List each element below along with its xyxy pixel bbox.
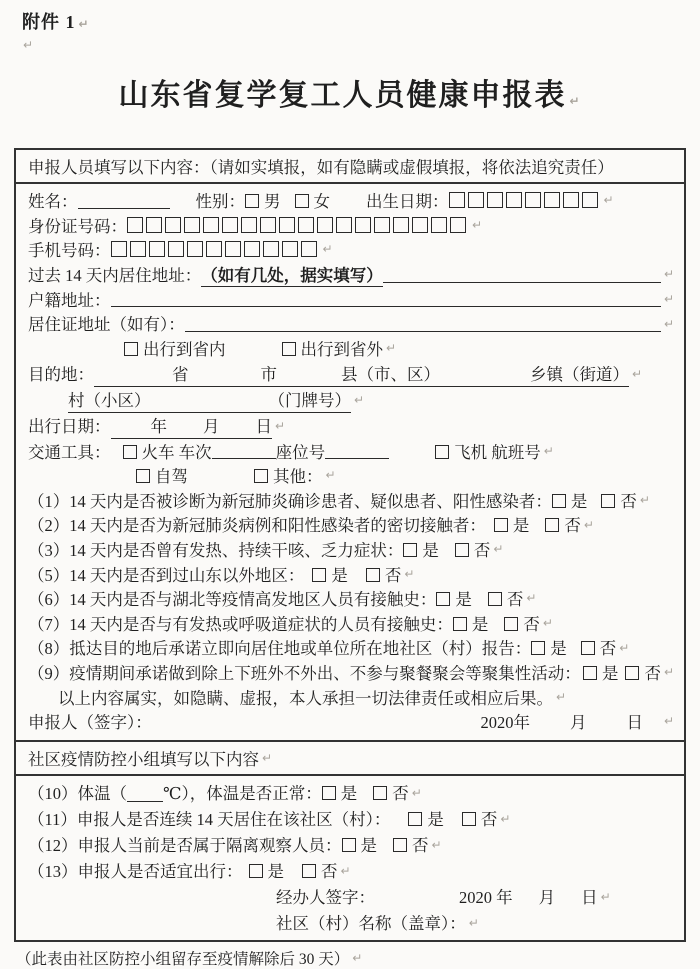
digit-box[interactable] [149, 241, 165, 257]
label-text: ℃），体温是否正常： [163, 783, 322, 803]
checkbox-label: 否 [644, 663, 661, 683]
checkbox[interactable] [373, 786, 387, 800]
checkbox[interactable] [322, 786, 336, 800]
checkbox-option[interactable] [322, 780, 358, 804]
checkbox-option[interactable] [136, 463, 188, 487]
checkbox[interactable] [552, 494, 566, 508]
question-8 [16, 635, 684, 660]
checkbox-option[interactable] [373, 780, 409, 804]
section1-header-text: 申报人员填写以下内容：（请如实填报，如有隐瞒或虚假填报，将依法追究责任） [28, 158, 614, 177]
checkbox[interactable] [581, 641, 595, 655]
checkbox-label: 否 [480, 809, 498, 829]
digit-box[interactable] [244, 241, 260, 257]
digit-box[interactable] [298, 217, 314, 233]
checkbox[interactable] [462, 812, 476, 826]
paragraph-mark: ↵ [325, 468, 336, 483]
checkbox[interactable] [342, 838, 356, 852]
checkbox[interactable] [625, 666, 639, 680]
row-community-seal [16, 910, 684, 936]
checkbox-option[interactable] [581, 635, 617, 659]
checkbox-option[interactable] [583, 660, 619, 684]
checkbox-option[interactable] [545, 512, 581, 536]
paragraph-mark: ↵ [411, 785, 422, 800]
input-blank[interactable] [212, 444, 276, 459]
input-blank[interactable] [185, 317, 661, 332]
checkbox-label: 是 [602, 663, 619, 683]
checkbox[interactable] [366, 568, 380, 582]
underline-run [94, 361, 629, 387]
label-text: 日 [626, 713, 643, 733]
label-text: 出生日期： [366, 192, 449, 211]
row-transport-2 [16, 463, 684, 488]
footer-note-text: （此表由社区防控小组留存至疫情解除后 30 天） [16, 950, 350, 968]
paragraph-mark: ↵ [600, 889, 611, 904]
label-text: 过去 14 天内居住地址： [28, 265, 202, 285]
checkbox-label: 否 [384, 565, 402, 585]
digit-box[interactable] [449, 192, 465, 208]
paragraph-mark: ↵ [404, 566, 415, 581]
label-text: （7）14 天内是否与有发热或呼吸道症状的人员有接触史： [28, 614, 453, 634]
digit-box[interactable] [184, 217, 200, 233]
digit-box[interactable] [506, 192, 522, 208]
checkbox[interactable] [455, 543, 469, 557]
section2-body [16, 776, 684, 940]
label-text: 出行日期： [28, 416, 111, 436]
digit-box[interactable] [544, 192, 560, 208]
paragraph-mark: ↵ [526, 591, 537, 606]
row-address-14days [16, 262, 684, 287]
paragraph-mark: ↵ [472, 217, 483, 232]
row-agent-signature [16, 884, 684, 910]
digit-box[interactable] [412, 217, 428, 233]
digit-box[interactable] [111, 241, 127, 257]
paragraph-mark: ↵ [386, 341, 397, 356]
row-declarant-signature [16, 709, 684, 734]
row-name-gender-birth [16, 188, 684, 213]
checkbox[interactable] [312, 568, 326, 582]
digit-box[interactable] [225, 241, 241, 257]
label-text: （11）申报人是否连续 14 天居住在该社区（村）： [28, 809, 391, 829]
label-text: 日 [581, 887, 598, 907]
paragraph-mark: ↵ [78, 17, 90, 31]
label-text: （6）14 天内是否与湖北等疫情高发地区人员有接触史： [28, 590, 437, 610]
checkbox[interactable] [302, 864, 316, 878]
label-text: （5）14 天内是否到过山东以外地区： [28, 565, 305, 585]
digit-box[interactable] [168, 241, 184, 257]
checkbox-option[interactable] [531, 635, 567, 659]
question-2 [16, 512, 684, 537]
checkbox-option[interactable] [393, 832, 429, 856]
paragraph-mark: ↵ [556, 689, 567, 704]
checkbox-label: 男 [264, 192, 281, 211]
row-destination [16, 361, 684, 387]
checkbox-option[interactable] [124, 336, 226, 360]
checkbox-label: 出行到省内 [143, 339, 226, 359]
question-3 [16, 537, 684, 562]
checkbox[interactable] [408, 812, 422, 826]
checkbox-label: 否 [564, 516, 581, 536]
row-household-address [16, 287, 684, 312]
checkbox-label: 否 [620, 491, 637, 511]
label-text: （13）申报人是否适宜出行： [28, 861, 243, 881]
label-text: 姓名： [28, 192, 78, 211]
checkbox-label: 是 [267, 861, 284, 881]
question-13 [16, 858, 684, 884]
row-id-number [16, 213, 684, 238]
digit-box[interactable] [263, 241, 279, 257]
checkbox-label: 否 [473, 540, 491, 560]
input-blank[interactable] [78, 194, 170, 209]
checkbox-label: 火车 车次 [141, 442, 212, 462]
label-text: 座位号 [275, 442, 326, 462]
attachment-label-text: 附件 1 [22, 12, 76, 32]
question-1 [16, 488, 684, 513]
paragraph-mark: ↵ [322, 242, 333, 257]
checkbox-label: 是 [512, 516, 530, 536]
checkbox-option[interactable] [254, 463, 323, 487]
checkbox[interactable] [583, 666, 597, 680]
label-text: 目的地： [28, 364, 94, 384]
checkbox-option[interactable] [123, 439, 212, 463]
digit-box[interactable] [525, 192, 541, 208]
paragraph-mark: ↵ [639, 493, 650, 508]
checkbox-label: 是 [550, 639, 567, 659]
digit-box[interactable] [336, 217, 352, 233]
digit-box[interactable] [203, 217, 219, 233]
paragraph-mark: ↵ [543, 443, 554, 458]
checkbox-label: 其他： [273, 467, 323, 487]
label-text: 月 [538, 887, 556, 907]
digit-box[interactable] [130, 241, 146, 257]
paragraph-mark: ↵ [431, 837, 442, 852]
label-text: （1）14 天内是否被诊断为新冠肺炎确诊患者、疑似患者、阳性感染者： [28, 491, 552, 511]
paragraph-mark: ↵ [275, 418, 286, 433]
digit-box[interactable] [301, 241, 317, 257]
checkbox-label: 出行到省外 [300, 339, 383, 359]
paragraph-mark: ↵ [663, 292, 674, 307]
paragraph-mark: ↵ [663, 665, 674, 680]
checkbox[interactable] [436, 592, 450, 606]
label-text: 乡镇（街道） [530, 364, 629, 384]
paragraph-mark: ↵ [663, 316, 674, 331]
checkbox-option[interactable] [436, 586, 472, 610]
digit-box[interactable] [146, 217, 162, 233]
paragraph-mark: ↵ [352, 950, 363, 965]
digit-box[interactable] [222, 217, 238, 233]
checkbox[interactable] [531, 641, 545, 655]
section1-body [16, 184, 684, 738]
digit-box[interactable] [241, 217, 257, 233]
label-text: 年 [150, 416, 167, 436]
checkbox-option[interactable] [312, 562, 348, 586]
label-text: （12）申报人当前是否属于隔离观察人员： [28, 835, 342, 855]
checkbox-label: 否 [523, 614, 540, 634]
digit-box[interactable] [468, 192, 484, 208]
label-text: 以上内容属实，如隐瞒、虚报，本人承担一切法律责任或相应后果。 [58, 688, 553, 708]
paragraph-mark: ↵ [569, 94, 582, 108]
label-text: 日 [255, 416, 272, 436]
question-7 [16, 611, 684, 636]
checkbox[interactable] [295, 194, 309, 208]
question-9 [16, 660, 684, 685]
checkbox[interactable] [488, 592, 502, 606]
digit-box[interactable] [187, 241, 203, 257]
checkbox[interactable] [435, 445, 449, 459]
paragraph-mark: ↵ [632, 366, 643, 381]
label-text: 经办人签字： [276, 887, 375, 907]
paragraph-mark: ↵ [340, 863, 351, 878]
paragraph-mark: ↵ [500, 811, 511, 826]
checkbox-option[interactable] [504, 611, 540, 635]
checkbox[interactable] [136, 469, 150, 483]
digit-box[interactable] [279, 217, 295, 233]
digit-box[interactable] [582, 192, 598, 208]
checkbox-label: 是 [331, 565, 348, 585]
checkbox[interactable] [494, 518, 508, 532]
label-text: 社区（村）名称（盖章）： [276, 913, 466, 933]
checkbox-label: 自驾 [155, 467, 188, 487]
label-text: （2）14 天内是否为新冠肺炎病例和阳性感染者的密切接触者： [28, 516, 486, 536]
checkbox-option[interactable] [625, 660, 661, 684]
digit-box[interactable] [317, 217, 333, 233]
paragraph-mark: ↵ [603, 193, 614, 208]
footer-note [16, 947, 700, 969]
checkbox-option[interactable] [249, 858, 285, 882]
digit-box[interactable] [206, 241, 222, 257]
checkbox-label: 是 [455, 590, 472, 610]
input-blank[interactable] [383, 268, 661, 283]
question-10 [16, 780, 684, 806]
section1-header [16, 150, 684, 184]
label-text: 申报人（签字）： [28, 713, 152, 733]
checkbox[interactable] [282, 342, 296, 356]
label-text: （门牌号） [268, 390, 351, 410]
checkbox[interactable] [545, 518, 559, 532]
checkbox-label: 否 [392, 783, 409, 803]
digit-box[interactable] [374, 217, 390, 233]
checkbox-option[interactable] [601, 488, 637, 512]
page-title [0, 70, 700, 114]
label-text: 月 [569, 713, 587, 733]
label-text: 村（小区） [68, 390, 151, 410]
paragraph-mark: ↵ [493, 542, 504, 557]
checkbox-label: 否 [321, 861, 338, 881]
checkbox-option[interactable] [494, 512, 530, 536]
checkbox-option[interactable] [295, 188, 331, 212]
paragraph-mark: ↵ [663, 714, 674, 729]
declaration-form-table [14, 148, 686, 942]
checkbox[interactable] [403, 543, 417, 557]
row-travel-scope [16, 336, 684, 361]
checkbox-option[interactable] [488, 586, 524, 610]
label-text: 手机号码： [28, 241, 111, 261]
underline-run [111, 413, 273, 439]
question-12 [16, 832, 684, 858]
label-text: 月 [203, 416, 220, 436]
digit-box[interactable] [450, 217, 466, 233]
checkbox-option[interactable] [552, 488, 588, 512]
checkbox-option[interactable] [435, 439, 541, 463]
input-blank[interactable] [111, 292, 661, 307]
label-text: （9）疫情期间承诺做到除上下班外不外出、不参与聚餐聚会等聚集性活动： [28, 663, 581, 683]
attachment-label [0, 0, 700, 34]
label-text: 性别： [195, 192, 245, 211]
paragraph-mark: ↵ [663, 267, 674, 282]
checkbox-label: 否 [506, 590, 524, 610]
row-affirmation [16, 685, 684, 710]
input-blank[interactable] [127, 787, 163, 802]
paragraph-mark: ↵ [619, 640, 630, 655]
digit-box[interactable] [487, 192, 503, 208]
label-text: 居住证地址（如有）： [28, 315, 185, 335]
checkbox-option[interactable] [245, 188, 281, 212]
checkbox-label: 飞机 航班号 [454, 442, 541, 462]
checkbox[interactable] [254, 469, 268, 483]
digit-box[interactable] [260, 217, 276, 233]
checkbox-option[interactable] [302, 858, 338, 882]
checkbox-label: 是 [340, 783, 358, 803]
checkbox-option[interactable] [403, 537, 439, 561]
label-text: （3）14 天内是否曾有发热、持续干咳、乏力症状： [28, 540, 404, 560]
checkbox[interactable] [393, 838, 407, 852]
digit-boxes [111, 241, 320, 257]
paragraph-mark: ↵ [354, 392, 365, 407]
checkbox-label: 女 [313, 192, 330, 211]
label-text: （10）体温（ [28, 783, 127, 803]
digit-box[interactable] [127, 217, 143, 233]
checkbox-label: 是 [427, 809, 444, 829]
checkbox-label: 否 [599, 639, 617, 659]
digit-box[interactable] [165, 217, 181, 233]
checkbox[interactable] [123, 445, 137, 459]
checkbox[interactable] [124, 342, 138, 356]
digit-boxes [127, 217, 469, 233]
question-11 [16, 806, 684, 832]
question-6 [16, 586, 684, 611]
checkbox[interactable] [245, 194, 259, 208]
digit-box[interactable] [355, 217, 371, 233]
checkbox-label: 是 [422, 540, 439, 560]
digit-box[interactable] [282, 241, 298, 257]
paragraph-mark: ↵ [468, 915, 479, 930]
section2-header-text: 社区疫情防控小组填写以下内容 [28, 749, 259, 769]
page-title-text: 山东省复学复工人员健康申报表 [118, 79, 567, 112]
checkbox-option[interactable] [342, 832, 378, 856]
checkbox-label: 是 [570, 491, 588, 511]
label-text: 身份证号码： [28, 216, 127, 236]
question-5 [16, 562, 684, 587]
label-text: 2020年 [480, 713, 530, 733]
checkbox-label: 是 [360, 835, 377, 855]
checkbox-option[interactable] [462, 806, 498, 830]
underline-run [68, 387, 351, 413]
label-text: （8）抵达目的地后承诺立即向居住地或单位所在地社区（村）报告： [28, 639, 532, 659]
checkbox-label: 否 [412, 835, 429, 855]
paragraph-mark: ↵ [583, 517, 594, 532]
label-text: 户籍地址： [28, 290, 111, 310]
label-text: 市 [260, 364, 277, 384]
digit-box[interactable] [563, 192, 579, 208]
label-text: 2020 年 [459, 887, 513, 907]
empty-paragraph [0, 34, 700, 56]
label-text: 交通工具： [28, 442, 111, 462]
digit-box[interactable] [431, 217, 447, 233]
checkbox-option[interactable] [408, 806, 444, 830]
checkbox[interactable] [601, 494, 615, 508]
section2-header [16, 740, 684, 776]
paragraph-mark: ↵ [542, 616, 553, 631]
checkbox-option[interactable] [366, 562, 402, 586]
row-residence-permit-address [16, 311, 684, 336]
checkbox-option[interactable] [282, 336, 384, 360]
checkbox[interactable] [249, 864, 263, 878]
row-transport [16, 439, 684, 464]
paragraph-mark: ↵ [23, 38, 34, 52]
label-text: （如有几处，据实填写） [201, 262, 383, 287]
checkbox-option[interactable] [453, 611, 489, 635]
checkbox-label: 是 [471, 614, 489, 634]
row-travel-date [16, 413, 684, 439]
digit-boxes [449, 192, 601, 208]
row-phone-number [16, 237, 684, 262]
label-text: 县（市、区） [341, 364, 440, 384]
checkbox[interactable] [504, 617, 518, 631]
digit-box[interactable] [393, 217, 409, 233]
input-blank[interactable] [325, 444, 389, 459]
checkbox[interactable] [453, 617, 467, 631]
paragraph-mark: ↵ [262, 750, 273, 765]
checkbox-option[interactable] [455, 537, 491, 561]
row-village [16, 387, 684, 413]
label-text: 省 [172, 364, 189, 384]
